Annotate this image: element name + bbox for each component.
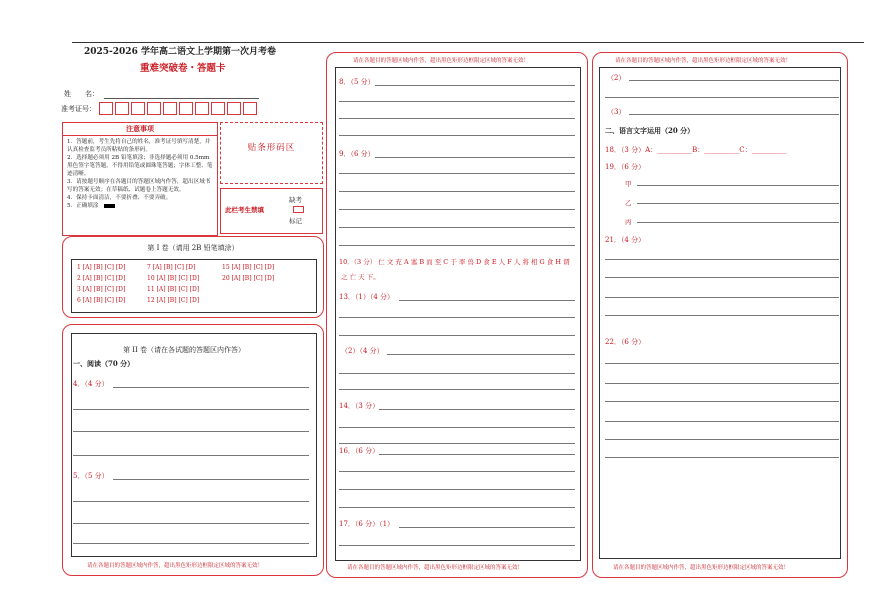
absent-bottom-label: 标记 [289,217,302,225]
top-rule [72,42,864,43]
answer-line[interactable] [375,157,575,158]
answer-line[interactable] [339,191,575,192]
question-22: 22．（6 分） [605,338,646,346]
answer-line[interactable] [73,455,309,456]
question-21: 21．（4 分） [605,236,646,244]
answer-line[interactable] [637,185,839,186]
answer-line[interactable] [339,245,575,246]
question-8: 8．（5 分） [339,78,375,86]
answer-line[interactable] [629,114,839,115]
answer-line[interactable] [605,457,839,458]
answer-line[interactable] [339,545,575,546]
section2-box [62,324,324,576]
part1-title: 一、阅读（70 分） [73,359,135,368]
notice-box [62,122,218,236]
answer-line[interactable] [637,203,839,204]
question-10-end: 之 亡 天 下。 [341,273,380,281]
absent-mark-box[interactable] [293,206,304,213]
choice-item[interactable]: 1 [A] [B] [C] [D] [77,264,126,271]
answer-line[interactable] [375,85,575,86]
answer-line[interactable] [339,317,575,318]
choice-item[interactable]: 12 [A] [B] [C] [D] [147,297,200,304]
boundary-warning: 请在各题目的答题区域内作答，超出黑色矩形边框限定区域的答案无效！ [347,565,524,571]
barcode-area [220,122,323,184]
question-17-3: （3） [607,108,626,116]
question-10: 10．（3 分） 仁 文 充 A 塞 B 而 至 C 于 率 兽 D 食 E 人 F 人 将 相 G 食 H 谓 [339,258,570,266]
absent-box [220,188,323,234]
answer-line[interactable] [605,363,839,364]
answer-line[interactable] [73,409,309,410]
question-5: 5．（5 分） [73,472,109,480]
choice-item[interactable]: 20 [A] [B] [C] [D] [222,275,275,282]
answer-line[interactable] [73,431,309,432]
name-label: 姓 名： [64,90,99,98]
boundary-warning: 请在各题目的答题区域内作答，超出黑色矩形边框限定区域的答案无效！ [615,58,792,64]
answer-line[interactable] [379,409,575,410]
answer-line[interactable] [339,227,575,228]
choice-grid [71,259,317,313]
answer-line[interactable] [605,439,839,440]
page-title: 2025-2026 学年高二语文上学期第一次月考卷 [84,47,276,57]
name-field[interactable] [104,98,259,99]
answer-line[interactable] [339,489,575,490]
answer-line[interactable] [339,101,575,102]
answer-line[interactable] [605,259,839,260]
question-19: 19．（6 分） [605,163,646,171]
notice-item: 5．正确填涂 [67,202,213,210]
choice-item[interactable]: 15 [A] [B] [C] [D] [222,264,275,271]
notice-item: 1．答题前，考生先将自己的姓名，准考证号填写清楚，并认真检查监考员所粘贴的条形码。 [67,139,211,153]
barcode-label: 贴条形码区 [247,143,296,153]
question-4: 4．（4 分） [73,380,109,388]
answer-line[interactable] [605,401,839,402]
answer-line[interactable] [605,297,839,298]
notice-item: 2．选择题必须用 2B 铅笔填涂；非选择题必须用 0.5mm 黑色签字笔答题，不得用铅笔或圆珠笔答题；字体工整、笔迹清晰。 [67,155,213,177]
answer-line[interactable] [339,135,575,136]
question-13-1: 13．（1）（4 分） [339,293,395,301]
notice-item: 3．请按题号顺序在各题目的答题区域内作答，超出区域书写的答案无效；在草稿纸、试题卷上答题无效。 [67,179,211,193]
notice-item: 4．保持卡面清洁，不要折叠、不要弄破。 [67,195,172,201]
answer-line[interactable] [605,97,839,98]
answer-line[interactable] [629,80,839,81]
answer-line[interactable] [399,527,575,528]
boundary-warning: 请在各题目的答题区域内作答，超出黑色矩形边框限定区域的答案无效！ [353,58,530,64]
choice-item[interactable]: 2 [A] [B] [C] [D] [77,275,126,282]
answer-line[interactable] [73,501,309,502]
answer-line[interactable] [339,209,575,210]
answer-line[interactable] [113,479,309,480]
choice-item[interactable]: 7 [A] [B] [C] [D] [147,264,196,271]
answer-line[interactable] [113,387,309,388]
choice-item[interactable]: 3 [A] [B] [C] [D] [77,286,126,293]
answer-line[interactable] [339,118,575,119]
choice-item[interactable]: 11 [A] [B] [C] [D] [147,286,200,293]
answer-line[interactable] [73,523,309,524]
question-17-1: 17．（6 分）（1） [339,520,395,528]
answer-line[interactable] [339,389,575,390]
section1-title: 第 I 卷（请用 2B 铅笔填涂） [147,244,239,252]
answer-line[interactable] [605,315,839,316]
choice-item[interactable]: 10 [A] [B] [C] [D] [147,275,200,282]
question-9: 9．（6 分） [339,150,375,158]
column2-inner [335,67,581,561]
answer-line[interactable] [339,373,575,374]
answer-line[interactable] [339,471,575,472]
answer-line[interactable] [399,300,575,301]
answer-line[interactable] [379,454,575,455]
question-17-2: （2） [607,74,626,82]
question-18: 18．（3 分）A：__________B：__________C：__________ [605,146,787,154]
answer-line[interactable] [605,383,839,384]
notice-title: 注意事项 [63,123,217,136]
absent-note: 此栏考生禁填 [225,206,264,214]
card-subtitle: 重难突破卷・答题卡 [140,63,226,74]
id-label: 准考证号： [61,105,96,113]
filled-mark-icon [104,204,115,208]
answer-line[interactable] [637,222,839,223]
section2-title: 第 II 卷（请在各试题的答题区内作答） [123,346,245,354]
blank-label-jia: 甲 [625,180,632,188]
answer-line[interactable] [339,335,575,336]
column3-box [592,52,848,578]
question-16: 16．（6 分） [339,447,380,455]
blank-label-bing: 丙 [625,218,632,226]
choice-item[interactable]: 6 [A] [B] [C] [D] [77,297,126,304]
answer-line[interactable] [339,443,575,444]
column3-inner [599,67,841,559]
question-13-2: （2）（4 分） [341,347,384,355]
boundary-warning: 请在各题目的答题区域内作答，超出黑色矩形边框限定区域的答案无效！ [87,563,264,569]
section1-box [62,236,324,318]
absent-top-label: 缺考 [289,196,302,204]
answer-line[interactable] [605,421,839,422]
boundary-warning: 请在各题目的答题区域内作答，超出黑色矩形边框限定区域的答案无效！ [613,565,790,571]
answer-line[interactable] [605,277,839,278]
part2-title: 二、语言文字运用（20 分） [605,126,695,135]
answer-line[interactable] [339,507,575,508]
column2-box [326,52,588,578]
answer-line[interactable] [339,173,575,174]
blank-label-yi: 乙 [625,199,632,207]
question-14: 14．（3 分） [339,402,380,410]
answer-line[interactable] [387,354,575,355]
answer-line[interactable] [73,543,309,544]
answer-line[interactable] [339,427,575,428]
